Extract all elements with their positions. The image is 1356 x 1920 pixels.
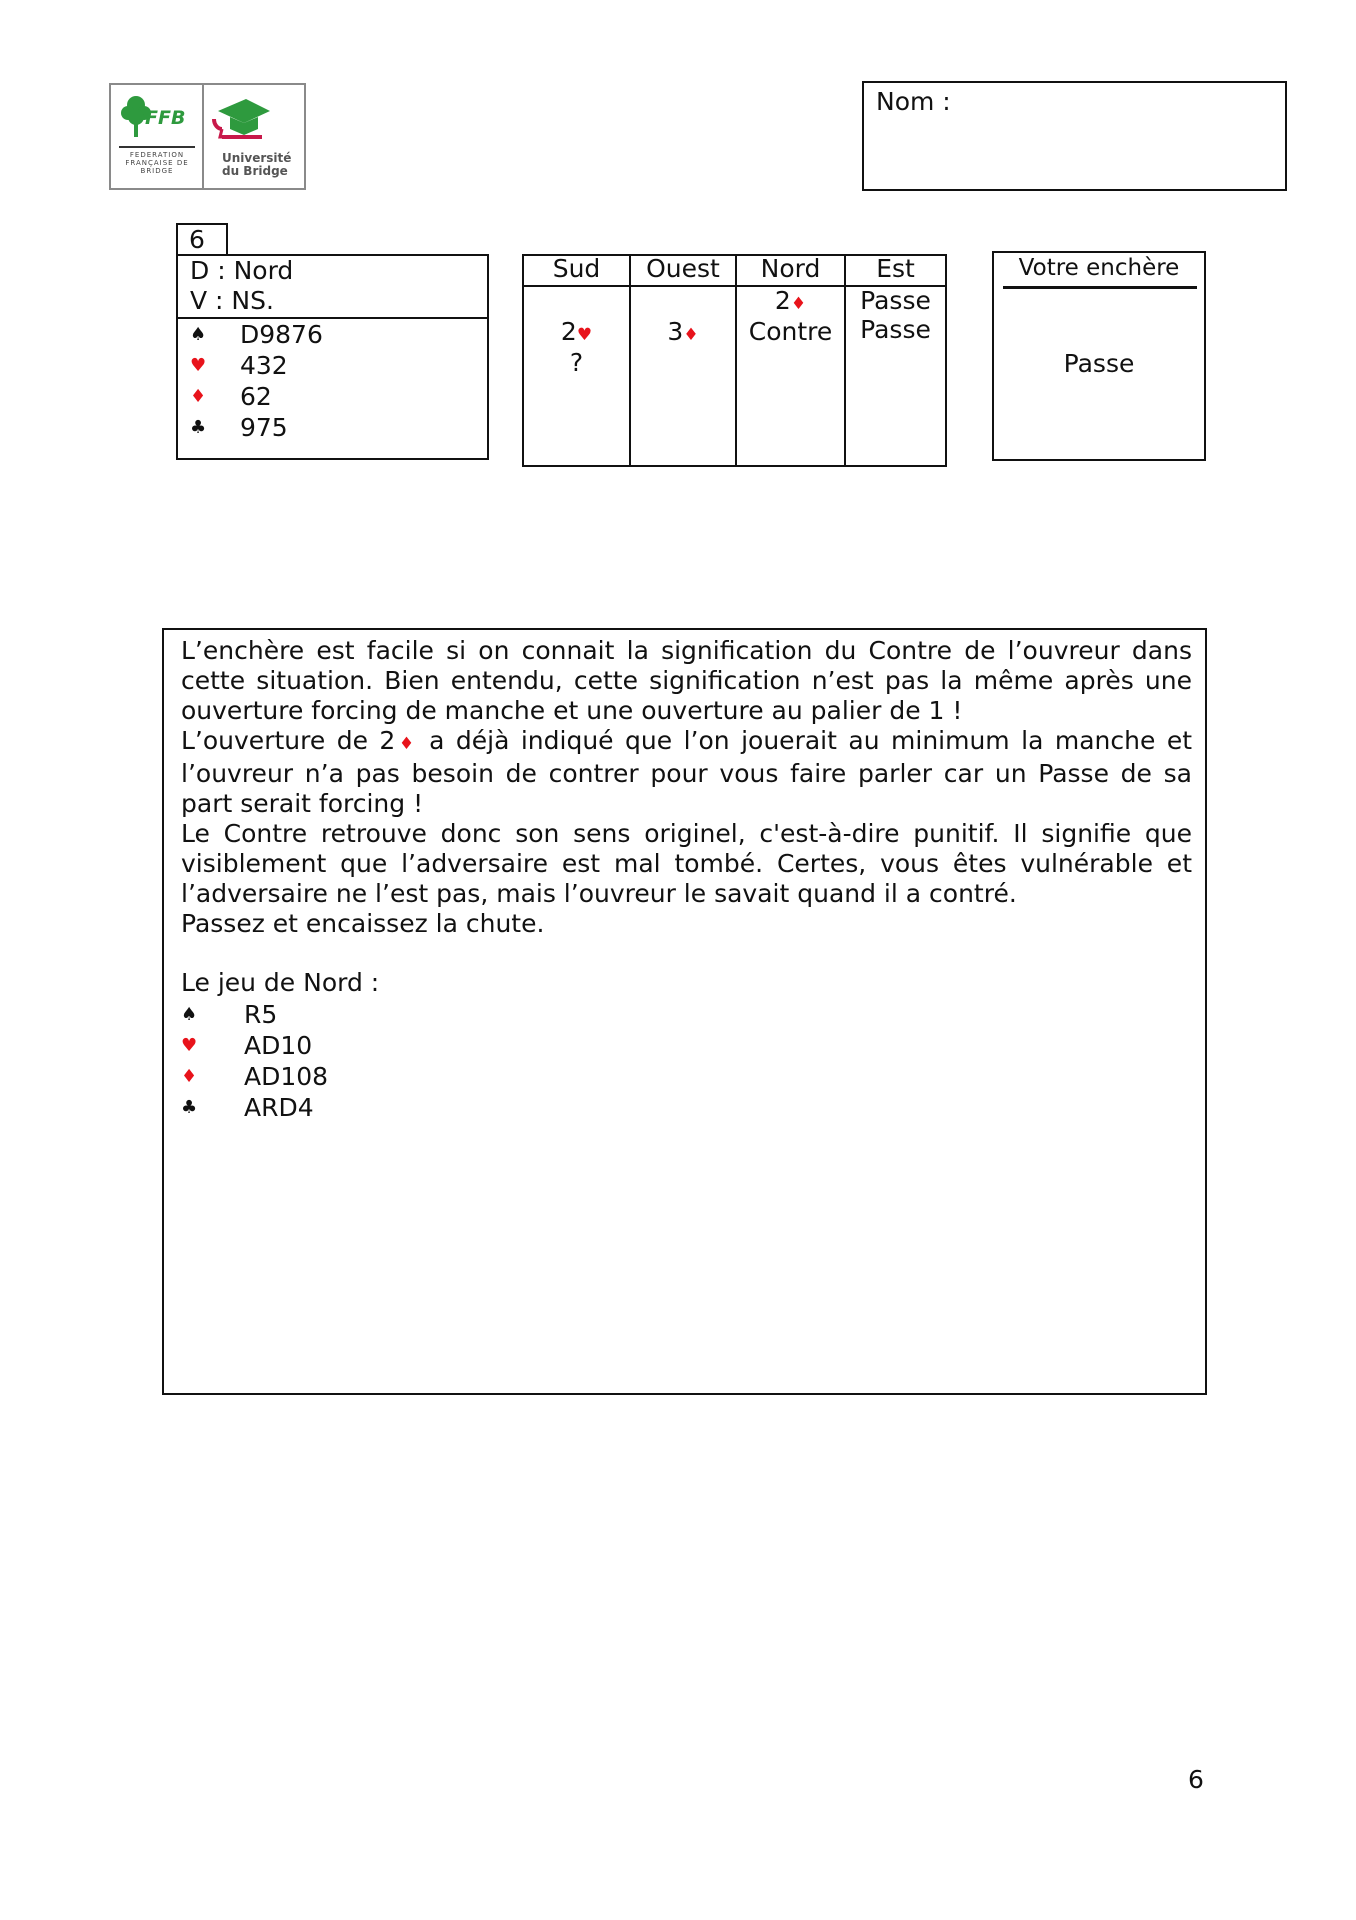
name-field[interactable]: [862, 81, 1287, 191]
club-icon: ♣: [190, 417, 207, 438]
name-label: Nom :: [876, 87, 951, 116]
bid-sud-question: ?: [569, 348, 584, 377]
diamond-icon: ♦: [790, 294, 807, 314]
bid-est-passe-1: Passe: [860, 286, 931, 315]
hand-clubs: 975: [240, 413, 288, 442]
heart-icon: ♥: [576, 325, 593, 345]
explanation-box: [162, 628, 1207, 1395]
explanation-paragraph-2: L’ouverture de 2♦ a déjà indiqué que l’on jouerait au minimum la manche et l’ouvreur n’a pas besoin de contrer pour vous faire parler car un Passe de sa part serait forcing !: [181, 726, 1192, 818]
bid-ouest-3-diamonds: 3♦: [667, 317, 699, 346]
hand-spades: D9876: [240, 320, 323, 349]
hand-hearts: 432: [240, 351, 288, 380]
north-diamonds: AD108: [244, 1062, 329, 1091]
universite-text: Université du Bridge: [222, 151, 292, 178]
spade-icon: ♠: [181, 1004, 198, 1025]
ffb-wordmark: FFB: [145, 107, 186, 129]
header-ouest: Ouest: [646, 254, 720, 283]
hand-diamonds: 62: [240, 382, 272, 411]
bid-nord-contre: Contre: [748, 317, 833, 346]
heart-icon: ♥: [190, 355, 207, 376]
header-nord: Nord: [760, 254, 821, 283]
spade-icon: ♠: [190, 324, 207, 345]
diamond-icon: ♦: [683, 325, 699, 345]
north-hearts: AD10: [244, 1031, 313, 1060]
heart-icon: ♥: [181, 1035, 198, 1056]
explanation-paragraph-3: Le Contre retrouve donc son sens originel, c'est-à-dire punitif. Il signifie que visiblement que l’adversaire est mal tombé. Certes, vous êtes vulnérable et l’adversaire ne l’est pas, mais l’ouvreur le savait quand il a contré.: [181, 819, 1192, 908]
mortarboard-icon: [212, 95, 272, 141]
north-clubs: ARD4: [244, 1093, 314, 1122]
page-number: 6: [1188, 1765, 1204, 1794]
bid-sud-2-hearts: 2♥: [560, 317, 593, 346]
hand-box: [176, 254, 489, 460]
answer-box: [992, 251, 1206, 461]
ffb-logo: [109, 83, 306, 190]
explanation-paragraph-1: L’enchère est facile si on connait la signification du Contre de l’ouvreur dans cette situation. Bien entendu, cette signification n’est pas la même après une ouverture forcing de manche et une ouverture au palier de 1 !: [181, 636, 1192, 725]
answer-value: Passe: [1063, 349, 1135, 378]
explanation-paragraph-4: Passez et encaissez la chute.: [181, 909, 545, 938]
diamond-icon: ♦: [190, 386, 207, 407]
bid-est-passe-2: Passe: [860, 315, 931, 344]
club-icon: ♣: [181, 1097, 198, 1118]
ffb-subtitle: FEDERATION FRANÇAISE DE BRIDGE: [125, 151, 189, 175]
header-est: Est: [876, 254, 915, 283]
bid-nord-2-diamonds: 2♦: [774, 286, 807, 315]
answer-title: Votre enchère: [1018, 255, 1180, 281]
vulnerability-line: V : NS.: [190, 286, 274, 315]
universite-logo: [204, 85, 304, 188]
deal-number: 6: [189, 225, 205, 254]
diamond-icon: ♦: [181, 1066, 198, 1087]
header-sud: Sud: [552, 254, 601, 283]
explanation-text: [181, 636, 1192, 939]
north-hand-title: Le jeu de Nord :: [181, 968, 380, 997]
deal-number-box: [176, 223, 228, 255]
ffb-logo-left: [111, 85, 204, 188]
bidding-table: [522, 254, 947, 467]
diamond-icon: ♦: [395, 734, 418, 754]
dealer-line: D : Nord: [190, 256, 294, 285]
north-spades: R5: [244, 1000, 278, 1029]
